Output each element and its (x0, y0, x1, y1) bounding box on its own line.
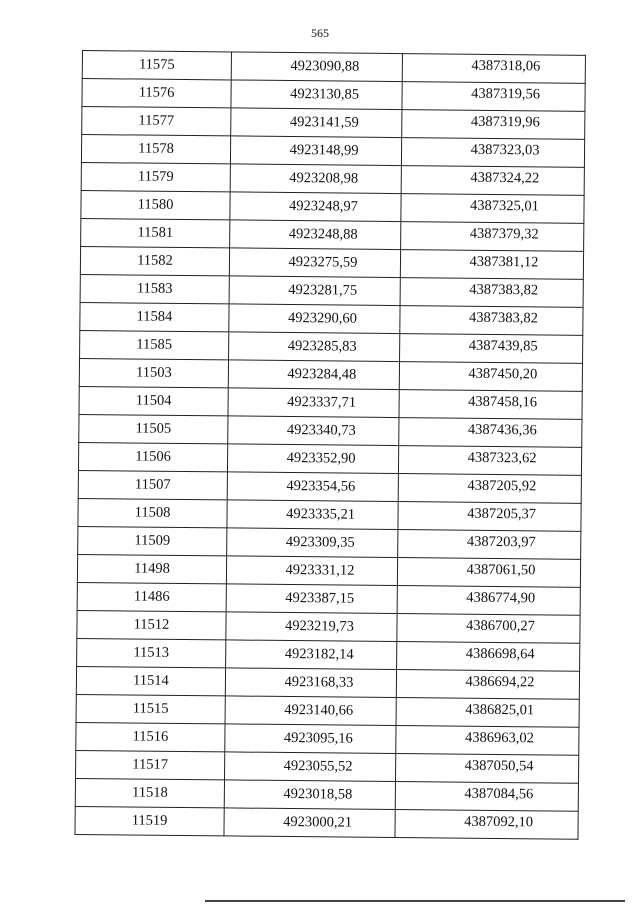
coordinates-table (74, 50, 586, 840)
x-coordinate-cell (224, 808, 395, 838)
y-coordinate-cell (400, 334, 583, 364)
y-coordinate-text: 4387379,32 (469, 225, 539, 243)
table-row (82, 79, 585, 112)
y-coordinate-text: 4387203,97 (466, 533, 536, 551)
x-coordinate-text: 4923340,73 (286, 421, 356, 439)
point-number-cell (81, 218, 230, 247)
x-coordinate-text: 4923337,71 (287, 393, 357, 411)
point-number-cell (77, 582, 226, 611)
y-coordinate-text: 4387450,20 (468, 365, 538, 383)
table-row (76, 694, 579, 727)
table-row (82, 51, 585, 84)
y-coordinate-text: 4386700,27 (465, 617, 536, 635)
table-row (78, 442, 581, 475)
point-number-cell (78, 498, 227, 527)
x-coordinate-text: 4923309,35 (285, 533, 355, 551)
y-coordinate-text: 4386694,22 (465, 673, 535, 691)
table-row (81, 190, 584, 223)
y-coordinate-cell (400, 306, 583, 336)
table-row (80, 330, 583, 363)
y-coordinate-text: 4387205,92 (467, 477, 537, 495)
y-coordinate-text: 4386774,90 (466, 589, 536, 607)
x-coordinate-cell (230, 164, 401, 194)
x-coordinate-cell (224, 780, 395, 810)
y-coordinate-text: 4386825,01 (465, 701, 535, 719)
table-row (80, 274, 583, 307)
point-number-cell (81, 135, 230, 164)
y-coordinate-cell (396, 698, 579, 728)
y-coordinate-text: 4387324,22 (470, 169, 540, 187)
point-number-cell (80, 330, 229, 359)
page-number: 565 (311, 26, 329, 40)
point-number-text: 11517 (132, 756, 169, 773)
table-row (77, 582, 580, 615)
point-number-text: 11505 (135, 420, 172, 437)
point-number-cell (77, 610, 226, 639)
y-coordinate-text: 4387318,06 (471, 57, 541, 75)
y-coordinate-cell (396, 726, 579, 756)
y-coordinate-text: 4387436,36 (467, 421, 537, 439)
y-coordinate-cell (400, 278, 583, 308)
x-coordinate-text: 4923290,60 (287, 309, 357, 327)
x-coordinate-cell (228, 388, 399, 418)
x-coordinate-cell (228, 360, 399, 390)
table-row (81, 162, 584, 195)
point-number-cell (79, 414, 228, 443)
y-coordinate-cell (399, 362, 582, 392)
x-coordinate-cell (227, 472, 398, 502)
y-coordinate-cell (401, 194, 584, 224)
x-coordinate-cell (229, 332, 400, 362)
x-coordinate-text: 4923335,21 (286, 505, 356, 523)
point-number-text: 11498 (134, 560, 170, 577)
point-number-cell (76, 694, 225, 723)
point-number-text: 11504 (135, 392, 172, 409)
point-number-text: 11509 (134, 532, 171, 549)
point-number-text: 11576 (138, 84, 175, 101)
table-row (82, 107, 585, 140)
point-number-cell (76, 750, 225, 779)
y-coordinate-cell (395, 782, 578, 812)
y-coordinate-text: 4387325,01 (470, 197, 540, 215)
point-number-cell (80, 274, 229, 303)
y-coordinate-text: 4387383,82 (469, 281, 539, 299)
point-number-cell (76, 666, 225, 695)
x-coordinate-text: 4923148,99 (289, 141, 359, 159)
point-number-text: 11575 (138, 56, 175, 73)
x-coordinate-text: 4923182,14 (284, 645, 354, 663)
x-coordinate-text: 4923331,12 (285, 561, 355, 579)
x-coordinate-cell (226, 640, 397, 670)
x-coordinate-text: 4923275,59 (288, 253, 358, 271)
y-coordinate-cell (396, 670, 579, 700)
point-number-text: 11486 (133, 588, 170, 605)
y-coordinate-text: 4387205,37 (467, 505, 537, 523)
point-number-text: 11583 (136, 280, 173, 297)
x-coordinate-text: 4923285,83 (287, 337, 357, 355)
x-coordinate-text: 4923352,90 (286, 449, 356, 467)
point-number-cell (78, 442, 227, 471)
table-row (78, 498, 581, 531)
point-number-text: 11518 (131, 784, 168, 801)
x-coordinate-text: 4923281,75 (288, 281, 358, 299)
y-coordinate-text: 4387050,54 (464, 757, 534, 775)
y-coordinate-text: 4387092,10 (464, 813, 534, 831)
x-coordinate-cell (231, 80, 402, 110)
point-number-text: 11579 (137, 168, 174, 185)
point-number-text: 11577 (138, 112, 175, 129)
x-coordinate-cell (227, 500, 398, 530)
table-row (81, 135, 584, 168)
y-coordinate-cell (395, 810, 578, 840)
point-number-text: 11503 (135, 364, 172, 381)
x-coordinate-text: 4923248,97 (288, 197, 359, 215)
point-number-cell (81, 190, 230, 219)
table-row (78, 470, 581, 503)
point-number-text: 11507 (134, 476, 171, 493)
point-number-cell (82, 107, 231, 136)
table-row (76, 750, 579, 783)
point-number-text: 11585 (136, 336, 173, 353)
y-coordinate-text: 4387458,16 (468, 393, 538, 411)
y-coordinate-cell (398, 502, 581, 532)
x-coordinate-text: 4923018,58 (283, 785, 353, 803)
x-coordinate-cell (227, 528, 398, 558)
y-coordinate-cell (397, 558, 580, 588)
table-row (81, 218, 584, 251)
y-coordinate-cell (402, 82, 585, 112)
y-coordinate-text: 4387319,56 (471, 85, 541, 103)
x-coordinate-cell (226, 584, 397, 614)
table-row (79, 386, 582, 419)
x-coordinate-text: 4923130,85 (290, 86, 360, 103)
point-number-cell (81, 162, 230, 191)
point-number-cell (75, 806, 224, 835)
table-row (77, 554, 580, 587)
y-coordinate-cell (398, 474, 581, 504)
x-coordinate-text: 4923387,15 (285, 589, 355, 607)
point-number-text: 11578 (138, 140, 174, 157)
y-coordinate-text: 4387381,12 (469, 253, 539, 271)
y-coordinate-text: 4387323,62 (467, 449, 537, 467)
point-number-cell (80, 246, 229, 275)
x-coordinate-text: 4923168,33 (284, 673, 354, 691)
y-coordinate-cell (397, 614, 580, 644)
point-number-cell (82, 79, 231, 108)
x-coordinate-cell (229, 248, 400, 278)
point-number-cell (77, 638, 226, 667)
y-coordinate-cell (398, 446, 581, 476)
table-row (77, 638, 580, 671)
y-coordinate-text: 4387439,85 (468, 337, 538, 355)
table-row (79, 358, 582, 391)
y-coordinate-text: 4387319,96 (470, 113, 540, 131)
x-coordinate-cell (231, 52, 402, 82)
x-coordinate-text: 4923095,16 (283, 729, 353, 747)
point-number-text: 11506 (135, 448, 172, 465)
x-coordinate-text: 4923219,73 (284, 617, 354, 635)
table-row (75, 778, 578, 811)
x-coordinate-cell (228, 416, 399, 446)
x-coordinate-text: 4923284,48 (287, 365, 357, 383)
y-coordinate-cell (397, 642, 580, 672)
point-number-cell (78, 526, 227, 555)
x-coordinate-cell (225, 724, 396, 754)
x-coordinate-cell (225, 696, 396, 726)
x-coordinate-cell (230, 192, 401, 222)
point-number-text: 11580 (137, 196, 174, 213)
y-coordinate-text: 4387323,03 (470, 141, 540, 159)
point-number-cell (75, 778, 224, 807)
y-coordinate-text: 4387383,82 (468, 309, 538, 327)
y-coordinate-text: 4386698,64 (465, 645, 535, 663)
x-coordinate-cell (231, 108, 402, 138)
x-coordinate-text: 4923141,59 (289, 113, 359, 131)
point-number-cell (77, 554, 226, 583)
scan-edge-line (205, 900, 625, 902)
y-coordinate-cell (401, 166, 584, 196)
x-coordinate-cell (229, 276, 400, 306)
y-coordinate-cell (395, 754, 578, 784)
x-coordinate-text: 4923248,88 (288, 225, 358, 243)
point-number-text: 11515 (132, 700, 169, 717)
point-number-cell (82, 51, 231, 80)
point-number-cell (80, 302, 229, 331)
point-number-text: 11512 (133, 616, 170, 633)
point-number-text: 11519 (131, 812, 168, 829)
x-coordinate-text: 4923208,98 (289, 169, 359, 187)
y-coordinate-cell (398, 530, 581, 560)
table-row (80, 302, 583, 335)
y-coordinate-text: 4387061,50 (466, 561, 536, 579)
point-number-cell (76, 722, 225, 751)
table-row (76, 666, 579, 699)
x-coordinate-cell (226, 556, 397, 586)
table-row (80, 246, 583, 279)
point-number-cell (79, 386, 228, 415)
y-coordinate-cell (399, 390, 582, 420)
y-coordinate-text: 4386963,02 (464, 729, 534, 747)
y-coordinate-cell (402, 54, 585, 84)
table-row (79, 414, 582, 447)
x-coordinate-text: 4923354,56 (286, 477, 356, 495)
point-number-cell (79, 358, 228, 387)
x-coordinate-text: 4923055,52 (283, 757, 353, 775)
y-coordinate-cell (401, 138, 584, 168)
point-number-cell (78, 470, 227, 499)
x-coordinate-cell (230, 136, 401, 166)
x-coordinate-cell (227, 444, 398, 474)
table-row (75, 806, 578, 839)
x-coordinate-cell (230, 220, 401, 250)
x-coordinate-text: 4923140,66 (284, 701, 354, 719)
y-coordinate-cell (397, 586, 580, 616)
point-number-text: 11508 (134, 504, 171, 521)
x-coordinate-cell (229, 304, 400, 334)
y-coordinate-cell (399, 418, 582, 448)
point-number-text: 11513 (133, 644, 170, 661)
y-coordinate-cell (402, 110, 585, 140)
x-coordinate-cell (225, 752, 396, 782)
point-number-text: 11516 (132, 728, 169, 745)
point-number-text: 11582 (137, 252, 173, 269)
point-number-text: 11581 (137, 224, 174, 241)
point-number-text: 11514 (133, 672, 169, 689)
x-coordinate-text: 4923090,88 (290, 58, 360, 75)
point-number-text: 11584 (136, 308, 173, 325)
x-coordinate-cell (226, 612, 397, 642)
table-row (77, 610, 580, 643)
coordinates-table-body (75, 51, 586, 840)
table-row (78, 526, 581, 559)
x-coordinate-cell (225, 668, 396, 698)
table-row (76, 722, 579, 755)
x-coordinate-text: 4923000,21 (283, 813, 353, 831)
y-coordinate-cell (400, 250, 583, 280)
y-coordinate-cell (401, 222, 584, 252)
y-coordinate-text: 4387084,56 (464, 785, 534, 803)
